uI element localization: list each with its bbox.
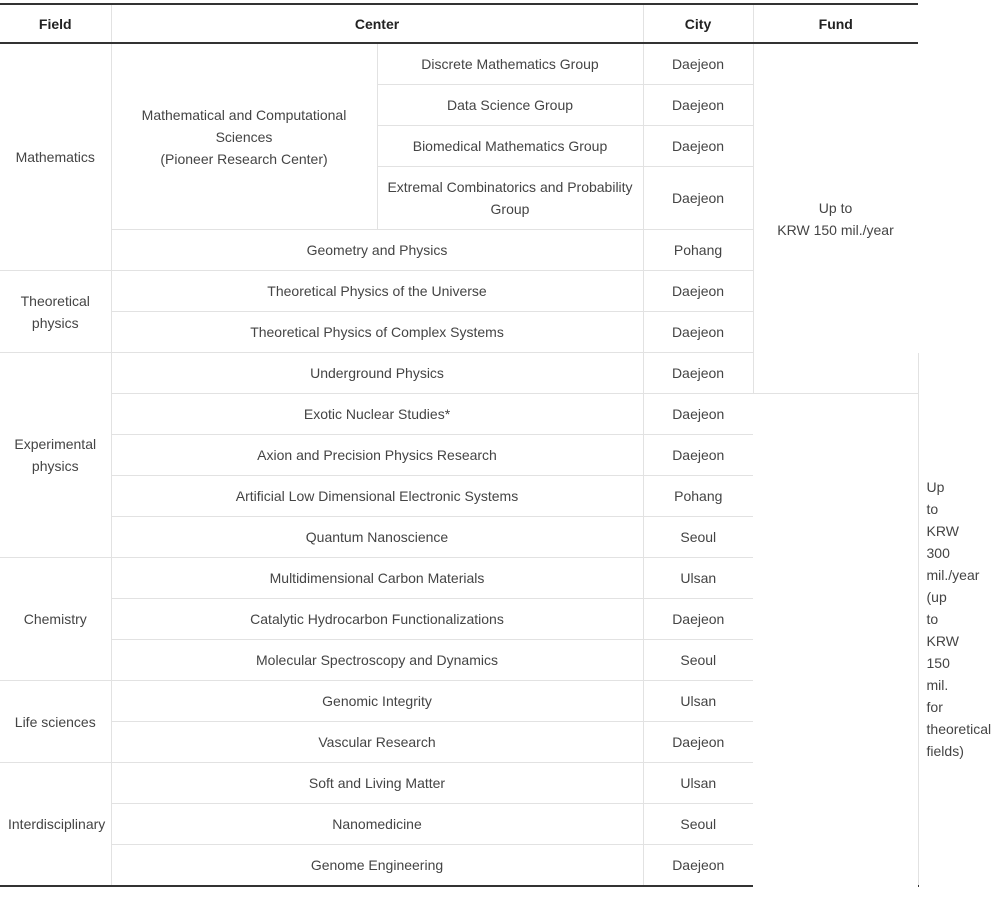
center-name-cell: Molecular Spectroscopy and Dynamics — [111, 640, 643, 681]
center-name-cell: Exotic Nuclear Studies* — [111, 394, 643, 435]
city-cell: Daejeon — [643, 85, 753, 126]
city-cell: Seoul — [643, 804, 753, 845]
table-row — [0, 394, 918, 435]
city-cell: Daejeon — [643, 312, 753, 353]
center-name-cell: Nanomedicine — [111, 804, 643, 845]
fund-2-line4: theoretical fields) — [926, 720, 991, 759]
math-center-cell — [111, 43, 377, 230]
field-cell-chemistry: Chemistry — [0, 558, 111, 681]
city-cell: Seoul — [643, 640, 753, 681]
group-name-cell: Biomedical Mathematics Group — [377, 126, 643, 167]
math-center-subtitle: (Pioneer Research Center) — [160, 150, 328, 167]
center-name-cell: Geometry and Physics — [111, 230, 643, 271]
field-column-header: Field — [0, 4, 111, 43]
field-cell-theoretical-physics: Theoretical physics — [0, 271, 111, 353]
center-name-cell: Underground Physics — [111, 353, 643, 394]
fund-2-line3: (up to KRW 150 mil. for — [926, 588, 959, 715]
table-row — [0, 681, 918, 722]
field-cell-interdisciplinary: Interdisciplinary — [0, 763, 111, 887]
city-cell: Daejeon — [643, 394, 753, 435]
city-cell: Ulsan — [643, 681, 753, 722]
center-name-cell: Genomic Integrity — [111, 681, 643, 722]
table-row — [0, 640, 918, 681]
table-row — [0, 599, 918, 640]
field-cell-mathematics: Mathematics — [0, 43, 111, 271]
city-cell: Daejeon — [643, 167, 753, 230]
center-name-cell: Axion and Precision Physics Research — [111, 435, 643, 476]
field-cell-life-sciences: Life sciences — [0, 681, 111, 763]
table-row — [0, 722, 918, 763]
center-column-header: Center — [111, 4, 643, 43]
group-name-cell: Extremal Combinatorics and Probability Group — [377, 167, 643, 230]
city-cell: Pohang — [643, 230, 753, 271]
city-cell: Daejeon — [643, 722, 753, 763]
group-name-cell: Discrete Mathematics Group — [377, 43, 643, 85]
table-row — [0, 517, 918, 558]
math-center-name: Mathematical and Computational Sciences — [141, 106, 347, 145]
city-cell: Daejeon — [643, 353, 753, 394]
city-cell: Ulsan — [643, 763, 753, 804]
center-name-cell: Genome Engineering — [111, 845, 643, 887]
fund-2-line1: Up to — [926, 478, 945, 517]
centers-table — [0, 3, 991, 887]
fund-2-line2: KRW 300 mil./year — [926, 522, 980, 583]
table-row — [0, 763, 918, 804]
table-row — [0, 435, 918, 476]
group-name-cell: Data Science Group — [377, 85, 643, 126]
table-row — [0, 476, 918, 517]
table-row — [0, 804, 918, 845]
fund-column-header: Fund — [753, 4, 918, 43]
field-cell-experimental-physics: Experimental physics — [0, 353, 111, 558]
city-column-header: City — [643, 4, 753, 43]
center-name-cell: Soft and Living Matter — [111, 763, 643, 804]
center-name-cell: Theoretical Physics of Complex Systems — [111, 312, 643, 353]
city-cell: Daejeon — [643, 435, 753, 476]
city-cell: Daejeon — [643, 599, 753, 640]
table-row — [0, 43, 918, 85]
fund-1-line2: KRW 150 mil./year — [777, 221, 894, 238]
table-row — [0, 558, 918, 599]
city-cell: Ulsan — [643, 558, 753, 599]
city-cell: Daejeon — [643, 126, 753, 167]
city-cell: Daejeon — [643, 43, 753, 85]
center-name-cell: Vascular Research — [111, 722, 643, 763]
center-name-cell: Catalytic Hydrocarbon Functionalizations — [111, 599, 643, 640]
center-name-cell: Theoretical Physics of the Universe — [111, 271, 643, 312]
center-name-cell: Quantum Nanoscience — [111, 517, 643, 558]
fund-cell-1 — [753, 43, 918, 394]
table-header-row — [0, 4, 918, 43]
fund-1-line1: Up to — [818, 199, 853, 216]
city-cell: Pohang — [643, 476, 753, 517]
city-cell: Daejeon — [643, 845, 753, 887]
table-row — [0, 845, 918, 887]
city-cell: Seoul — [643, 517, 753, 558]
center-name-cell: Artificial Low Dimensional Electronic Systems — [111, 476, 643, 517]
city-cell: Daejeon — [643, 271, 753, 312]
center-name-cell: Multidimensional Carbon Materials — [111, 558, 643, 599]
